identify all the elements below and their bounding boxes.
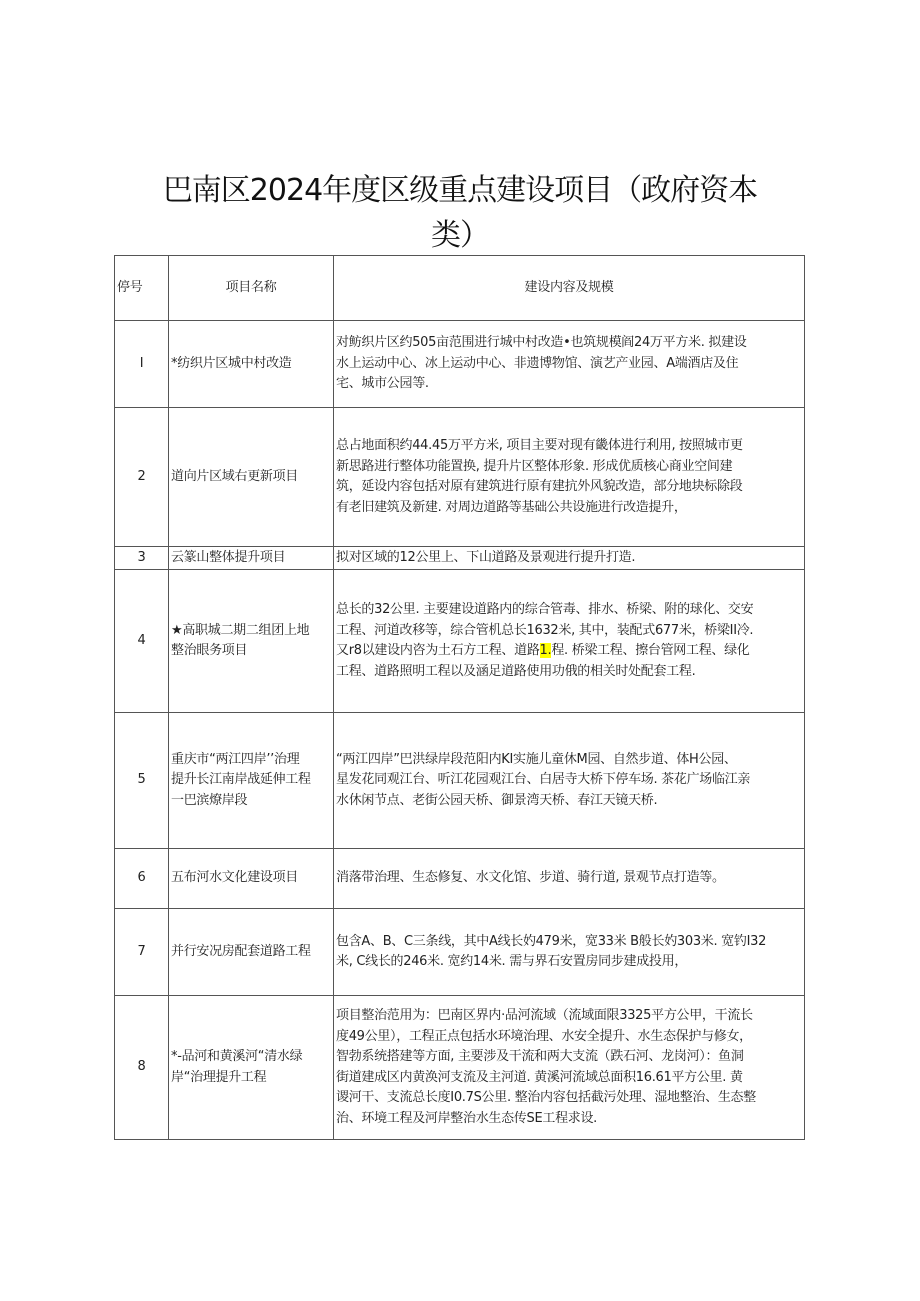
project-name (169, 713, 334, 849)
description-line: 新思路进行整体功能置换, 提升片区整体形象. 形成优质核心商业空间建 (336, 458, 733, 474)
project-name (169, 570, 334, 713)
project-description (334, 713, 805, 849)
description-line: 智勃系统搭建等方面, 主要涉及干流和两大支流（跌石河、龙岗河）：鱼洞 (336, 1049, 744, 1064)
header-desc: 建设内容及规模 (334, 256, 805, 321)
project-name-line: 重庆市“两江四岸’’治理 (171, 751, 300, 767)
projects-table (114, 255, 805, 1140)
project-name (169, 996, 334, 1140)
table-row (115, 996, 805, 1140)
project-name-line: 五布河水文化建设项目 (171, 870, 299, 886)
description-line: 包含A、B、C三条线，其中A线长妁479米，宽33米 B般长妁303米. 宽钓I32 (336, 933, 767, 949)
description-line: 有老旧建筑及新建. 对周边道路等基础公共设施进行改造提升， (336, 499, 687, 515)
description-line: 谡河干、支流总长度I0.7S公里. 整治内容包括截污处理、湿地整治、生态整 (336, 1090, 756, 1105)
row-number: 2 (115, 408, 169, 547)
table-row (115, 909, 805, 996)
project-name-line: *纺织片区城中村改造 (171, 355, 292, 371)
project-name-line: 并行安况房配套道路工程 (171, 943, 311, 959)
project-description (334, 849, 805, 909)
project-name (169, 547, 334, 570)
description-line: 对鲂织片区约505亩范围进行城中村改造•也筑规模阎24万平方米. 拟建设 (336, 335, 747, 351)
project-description (334, 996, 805, 1140)
highlighted-text: 1. (539, 643, 552, 658)
header-no: 停号 (115, 256, 169, 321)
table-row (115, 570, 805, 713)
description-line: 拟对区域的12公里上、下山道路及景观进行提升打造. (336, 549, 636, 565)
project-name-line: 整治眼务项目 (171, 643, 248, 658)
description-line: 街道建成区内黄涣河支流及主河道. 黄溪河流域总面积16.61平方公里. 黄 (336, 1069, 743, 1085)
description-line: 度49公里），工程正点包括水环境治理、水安全提升、水生态保护与修女， (336, 1028, 752, 1044)
description-line: 水休闲节点、老街公园天桥、御景湾天桥、春江天镜天桥. (336, 792, 658, 808)
table-row (115, 713, 805, 849)
row-number: I (115, 321, 169, 408)
project-name-line: 一巴滨燎岸段 (171, 792, 248, 808)
description-line (336, 641, 802, 662)
project-name-line: 提升长江南岸战延伸工程 (171, 772, 311, 788)
project-description (334, 321, 805, 408)
project-name-line: 道向片区域右更新项目 (171, 468, 299, 484)
project-description (334, 909, 805, 996)
description-line: 总长的32公里. 主要建设道路内的综合管毒、排水、桥梁、附的球化、交安 (336, 602, 754, 617)
description-line: 宅、城市公园等. (336, 376, 429, 392)
project-name-line: 云篆山整体提升项目 (171, 549, 286, 565)
document-title-line-1: 巴南区2024年度区级重点建设项目（政府资本 (162, 173, 758, 208)
project-name-line: ★高职城二期二组团上地 (171, 622, 310, 638)
row-number: 3 (115, 547, 169, 570)
description-segment: 又r8以建设内咨为土石方工程、道路 (336, 643, 540, 658)
description-line: 星发花同观江台、听江花园观江台、白居寺大桥下停车场. 茶花广场临江亲 (336, 772, 751, 788)
project-description (334, 408, 805, 547)
description-line: 项目整治范用为：巴南区界内·品河流域（流域面限3325平方公甲，干流长 (336, 1008, 753, 1023)
table-row (115, 321, 805, 408)
project-name (169, 408, 334, 547)
project-name (169, 909, 334, 996)
table-header-row (115, 256, 805, 321)
description-line: 总占地面积约44.45万平方米, 项目主要对现有畿体进行利用, 按照城市更 (336, 438, 743, 453)
project-description (334, 570, 805, 713)
project-name-line: 岸“治理提升工程 (171, 1069, 267, 1085)
document-title-line-2: 类） (431, 218, 489, 253)
table-row (115, 849, 805, 909)
description-line: 筑，延设内容包括对原有建筑进行原有建抗外风貌改造，部分地块标除段 (336, 479, 743, 494)
description-segment: 程. 桥梁工程、擦台管网工程、绿化 (551, 643, 750, 658)
description-line: 治、环境工程及河岸整治水生态传SE工程求设. (336, 1110, 597, 1126)
description-line: 水上运动中心、冰上运动中心、非遗博物馆、演艺产业园、A端酒店及住 (336, 355, 739, 371)
description-line: 米, C线长的246米. 宽约14米. 需与界石安置房同步建成投用， (336, 954, 688, 969)
description-line: 工程、道路照明工程以及涵足道路使用功俄的相关时处配套工程. (336, 663, 696, 679)
row-number: 6 (115, 849, 169, 909)
description-line: “两江四岸”巴洪绿岸段范阳内KI实施儿童休M园、自然步道、体H公园、 (336, 751, 737, 767)
row-number: 4 (115, 570, 169, 713)
project-name-line: *-品河和黄溪河“清水绿 (171, 1049, 303, 1064)
project-description (334, 547, 805, 570)
row-number: 5 (115, 713, 169, 849)
table-row (115, 547, 805, 570)
project-name (169, 321, 334, 408)
row-number: 7 (115, 909, 169, 996)
row-number: 8 (115, 996, 169, 1140)
description-line: 消落带治理、生态修复、水文化馆、步道、骑行道, 景观节点打造等。 (336, 870, 725, 886)
table-row (115, 408, 805, 547)
project-name (169, 849, 334, 909)
description-line: 工程、河道改移等，综合管机总长1632米, 其中，装配式677米，桥梁II冷. (336, 622, 754, 638)
header-name: 项目名称 (169, 256, 334, 321)
